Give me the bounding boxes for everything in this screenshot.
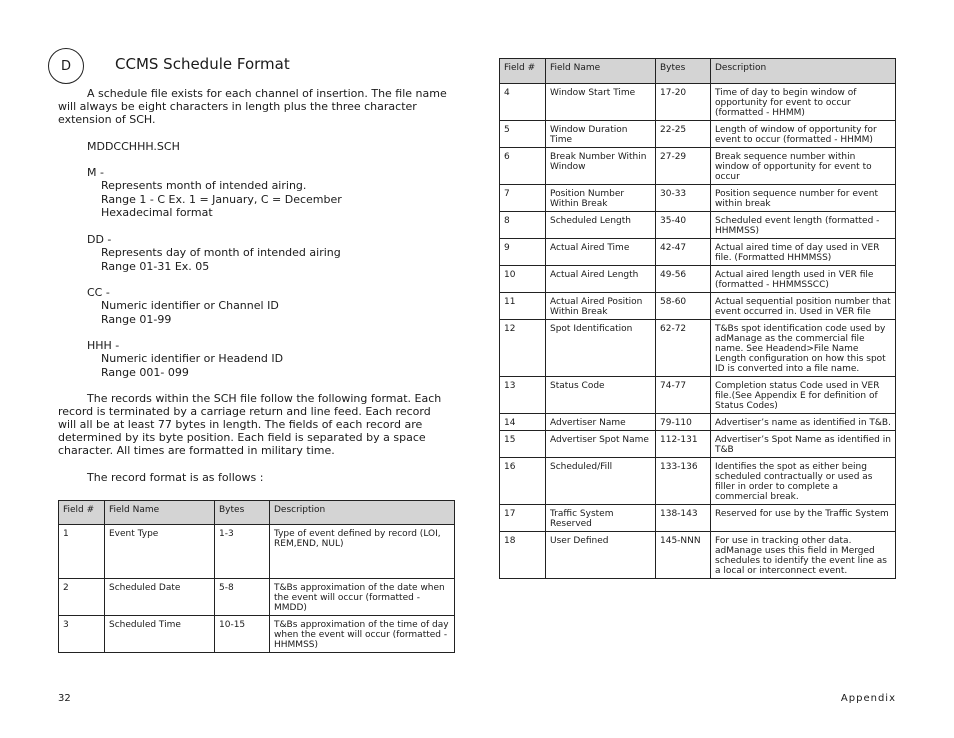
component-line: Range 001- 099 (101, 365, 189, 379)
component-code: HHH - (87, 339, 120, 352)
component-line: Represents day of month of intended airing (101, 246, 341, 260)
cell-description: Advertiser’s Spot Name as identified in T&B (711, 431, 896, 458)
cell-field-name: Traffic System Reserved (546, 505, 656, 532)
component-code: M - (87, 166, 104, 179)
table-row (500, 239, 896, 266)
table-row (59, 525, 455, 579)
cell-field-name: Spot Identification (546, 320, 656, 377)
cell-description: Identifies the spot as either being scheduled contractually or used as filler in order to complete a commercial break. (711, 458, 896, 505)
component-line: Range 1 - C Ex. 1 = January, C = December (101, 192, 342, 206)
cell-field-number: 6 (500, 148, 546, 185)
table-row (500, 414, 896, 431)
cell-field-name: User Defined (546, 532, 656, 579)
header-description: Description (711, 59, 896, 84)
cell-bytes: 62-72 (656, 320, 711, 377)
component-line: Range 01-99 (101, 312, 172, 326)
cell-field-number: 4 (500, 84, 546, 121)
table-row (500, 293, 896, 320)
cell-bytes: 145-NNN (656, 532, 711, 579)
cell-bytes: 49-56 (656, 266, 711, 293)
cell-description: T&Bs spot identification code used by adManage as the commercial file name. See Headend>File Name Length configuration on how this spot ID is converted into a file name. (711, 320, 896, 377)
component-channel (87, 286, 279, 326)
cell-field-number: 3 (59, 616, 105, 653)
cell-bytes: 22-25 (656, 121, 711, 148)
cell-field-name: Actual Aired Length (546, 266, 656, 293)
cell-description: For use in tracking other data. adManage uses this field in Merged schedules to identify the event line as a local or interconnect event. (711, 532, 896, 579)
cell-description: T&Bs approximation of the date when the event will occur (formatted - MMDD) (270, 579, 455, 616)
cell-field-number: 1 (59, 525, 105, 579)
cell-description: T&Bs approximation of the time of day when the event will occur (formatted - HHMMSS) (270, 616, 455, 653)
cell-bytes: 58-60 (656, 293, 711, 320)
cell-bytes: 42-47 (656, 239, 711, 266)
cell-description: Time of day to begin window of opportunity for event to occur (formatted - HHMM) (711, 84, 896, 121)
cell-field-name: Break Number Within Window (546, 148, 656, 185)
cell-field-number: 14 (500, 414, 546, 431)
cell-field-name: Actual Aired Time (546, 239, 656, 266)
header-field-number: Field # (59, 501, 105, 525)
cell-bytes: 112-131 (656, 431, 711, 458)
cell-bytes: 27-29 (656, 148, 711, 185)
table-row (500, 377, 896, 414)
cell-field-name: Scheduled/Fill (546, 458, 656, 505)
section-letter-badge: D (48, 48, 84, 84)
table-row (500, 84, 896, 121)
record-format-table-left (58, 500, 455, 653)
cell-field-name: Scheduled Time (105, 616, 215, 653)
table-row (500, 212, 896, 239)
cell-field-name: Window Duration Time (546, 121, 656, 148)
cell-bytes: 10-15 (215, 616, 270, 653)
cell-field-name: Advertiser Name (546, 414, 656, 431)
cell-field-number: 9 (500, 239, 546, 266)
cell-bytes: 138-143 (656, 505, 711, 532)
component-line: Numeric identifier or Headend ID (101, 352, 284, 366)
component-day (87, 233, 341, 273)
cell-field-name: Advertiser Spot Name (546, 431, 656, 458)
header-field-number: Field # (500, 59, 546, 84)
cell-field-number: 12 (500, 320, 546, 377)
cell-field-number: 16 (500, 458, 546, 505)
component-line: Range 01-31 Ex. 05 (101, 259, 210, 273)
cell-description: Reserved for use by the Traffic System (711, 505, 896, 532)
cell-field-number: 10 (500, 266, 546, 293)
cell-field-name: Status Code (546, 377, 656, 414)
table-row (59, 616, 455, 653)
cell-description: Break sequence number within window of opportunity for event to occur (711, 148, 896, 185)
record-format-table-right (499, 58, 896, 579)
table-row (500, 320, 896, 377)
record-format-label: The record format is as follows : (87, 471, 264, 484)
table-row (500, 431, 896, 458)
component-month (87, 166, 342, 219)
component-code: CC - (87, 286, 110, 299)
component-line: Numeric identifier or Channel ID (101, 299, 279, 313)
header-field-name: Field Name (546, 59, 656, 84)
table-row (500, 532, 896, 579)
cell-field-number: 15 (500, 431, 546, 458)
table-header-row (59, 501, 455, 525)
cell-bytes: 30-33 (656, 185, 711, 212)
cell-field-number: 18 (500, 532, 546, 579)
table-row (500, 148, 896, 185)
cell-bytes: 79-110 (656, 414, 711, 431)
cell-bytes: 5-8 (215, 579, 270, 616)
header-description: Description (270, 501, 455, 525)
cell-field-name: Scheduled Length (546, 212, 656, 239)
cell-bytes: 74-77 (656, 377, 711, 414)
cell-field-name: Scheduled Date (105, 579, 215, 616)
cell-field-number: 2 (59, 579, 105, 616)
header-bytes: Bytes (656, 59, 711, 84)
cell-field-name: Event Type (105, 525, 215, 579)
cell-description: Completion status Code used in VER file.(See Appendix E for definition of Status Codes) (711, 377, 896, 414)
intro-paragraph: A schedule file exists for each channel of insertion. The file name will always be eight characters in length plus the three character extension of SCH. (58, 87, 447, 126)
cell-bytes: 17-20 (656, 84, 711, 121)
component-headend (87, 339, 283, 379)
header-field-name: Field Name (105, 501, 215, 525)
filename-example: MDDCCHHH.SCH (87, 140, 180, 153)
cell-description: Actual aired length used in VER file (formatted - HHMMSSCC) (711, 266, 896, 293)
header-bytes: Bytes (215, 501, 270, 525)
cell-bytes: 35-40 (656, 212, 711, 239)
component-code: DD - (87, 233, 112, 246)
cell-field-name: Actual Aired Position Within Break (546, 293, 656, 320)
cell-field-name: Position Number Within Break (546, 185, 656, 212)
page-title: CCMS Schedule Format (115, 55, 290, 73)
component-line: Hexadecimal format (101, 205, 213, 219)
cell-bytes: 133-136 (656, 458, 711, 505)
cell-field-number: 13 (500, 377, 546, 414)
cell-description: Position sequence number for event within break (711, 185, 896, 212)
cell-description: Actual sequential position number that event occurred in. Used in VER file (711, 293, 896, 320)
cell-field-number: 7 (500, 185, 546, 212)
cell-field-number: 11 (500, 293, 546, 320)
cell-field-name: Window Start Time (546, 84, 656, 121)
table-row (500, 505, 896, 532)
cell-description: Length of window of opportunity for event to occur (formatted - HHMM) (711, 121, 896, 148)
table-row (59, 579, 455, 616)
cell-description: Type of event defined by record (LOI, REM,END, NUL) (270, 525, 455, 579)
page-number: 32 (58, 693, 71, 704)
table-row (500, 458, 896, 505)
cell-field-number: 8 (500, 212, 546, 239)
table-row (500, 185, 896, 212)
cell-field-number: 17 (500, 505, 546, 532)
table-row (500, 266, 896, 293)
component-line: Represents month of intended airing. (101, 179, 307, 193)
table-row (500, 121, 896, 148)
cell-description: Advertiser’s name as identified in T&B. (711, 414, 896, 431)
cell-description: Scheduled event length (formatted - HHMMSS) (711, 212, 896, 239)
cell-bytes: 1-3 (215, 525, 270, 579)
section-name: Appendix (840, 693, 896, 704)
cell-field-number: 5 (500, 121, 546, 148)
records-paragraph: The records within the SCH file follow the following format. Each record is terminated by a carriage return and line feed. Each record will all be at least 77 bytes in length. The fields of each record are determined by its byte position. Each field is separated by a space character. All times are formatted in military time. (58, 392, 442, 457)
cell-description: Actual aired time of day used in VER file. (Formatted HHMMSS) (711, 239, 896, 266)
table-header-row (500, 59, 896, 84)
